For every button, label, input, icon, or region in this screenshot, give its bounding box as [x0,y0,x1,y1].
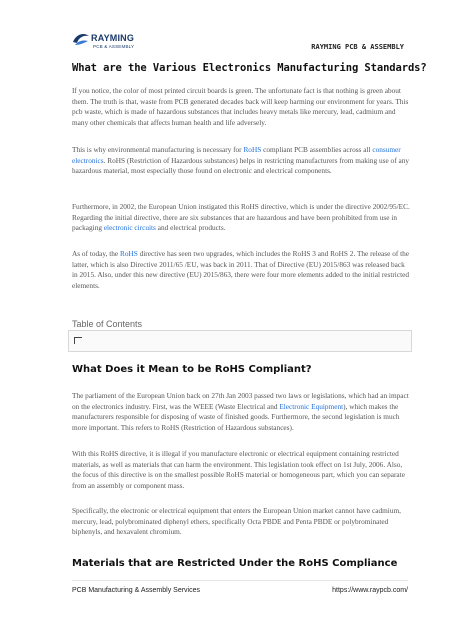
rohs-link[interactable]: RoHS [243,145,262,154]
section-heading-restricted-materials: Materials that are Restricted Under the RoHS Compliance [72,558,398,569]
paragraph-2 [72,145,410,177]
footer-divider [72,580,408,581]
paragraph-3-text-a: Furthermore, in 2002, the European Union instigated this RoHS directive, which is under the directive 2002/95/EC. Regarding the initial directive, there are six substances that are hazardous and have been prohibited from use in packaging [72,202,410,232]
toc-toggle-icon[interactable] [74,337,82,344]
brand-subtitle: PCB & ASSEMBLY [93,44,135,49]
paragraph-2-text-a: This is why environmental manufacturing is necessary for [72,145,244,154]
paragraph-4 [72,249,410,291]
paragraph-4-text-a: As of today, the [72,249,120,258]
consumer-electronics-link[interactable]: consumer electronics [72,145,401,165]
page-title: What are the Various Electronics Manufacturing Standards? [72,62,427,74]
paragraph-6: With this RoHS directive, it is illegal if you manufacture electronic or electrical equipment containing restricted materials, as well as materials that can harm the environment. This legislation took effect on 1st July, 2006. Also, the focus of this directive is on the smallest possible RoHS material or homogeneous part, which you can separate from an assembly or component mass. [72,449,405,490]
paragraph-5-text-b: ), which makes the manufacturers responsible for disposing of waste of finished goods. Furthermore, the second legislation is much more important. This refers to RoHS (Restriction of Hazardous substances). [72,401,400,432]
footer-url[interactable]: https://www.raypcb.com/ [332,587,408,594]
electronic-circuits-link[interactable]: electronic circuits [103,223,156,232]
rohs-link-2[interactable]: RoHS [119,249,138,258]
paragraph-3 [72,202,410,234]
table-of-contents-toggle[interactable] [68,330,412,352]
paragraph-1: If you notice, the color of most printed circuit boards is green. The unfortunate fact is that nothing is green about them. The truth is that, waste from PCB generated decades back will keep harming our environment for years. This pcb waste, which is made of hazardous substances that includes heavy metals like mercury, lead, cadmium and many other chemicals that affects human health and life adversely. [72,86,409,127]
paragraph-3-text-b: and electrical products. [155,223,226,232]
logo-mark-icon [72,32,90,48]
section-heading-rohs-compliant: What Does it Mean to be RoHS Compliant? [72,364,312,375]
paragraph-2-text-b: compliant PCB assemblies across all [261,145,373,154]
paragraph-2-text-c: . RoHS (Restriction of Hazardous substances) helps in restricting manufacturers from making use of any hazardous material, most especially those found on electronic and electrical components. [72,155,409,175]
toc-label: Table of Contents [72,319,143,329]
electronic-equipment-link[interactable]: Electronic Equipment [279,401,344,411]
brand-name: RAYMING [91,33,135,43]
paragraph-7: Specifically, the electronic or electrical equipment that enters the European Union market cannot have cadmium, mercury, lead, polybrominated diphenyl ethers, specifically Octa PBDE and Penta PBDE or polybrominated biphenyls, and hexavalent chromium. [72,506,401,536]
rayming-logo[interactable] [72,30,142,52]
paragraph-5-text-a: The parliament of the European Union back on 27th Jan 2003 passed two laws or legislations, which had an impact on the electronics industry. First, was the WEEE (Waste Electrical and [72,391,409,411]
paragraph-4-text-b: directive has seen two upgrades, which includes the RoHS 3 and RoHS 2. The release of the latter, which is also Directive 2011/65 /EU, was back in 2011. That of Directive (EU) 2015/863 was released back in 2015. Also, under this new directive (EU) 2015/863, there were four more elements added to the initial restricted elements. [72,249,410,290]
header-brand-text: RAYMING PCB & ASSEMBLY [311,43,404,51]
paragraph-5 [72,391,410,433]
footer-left-text: PCB Manufacturing & Assembly Services [72,587,200,594]
